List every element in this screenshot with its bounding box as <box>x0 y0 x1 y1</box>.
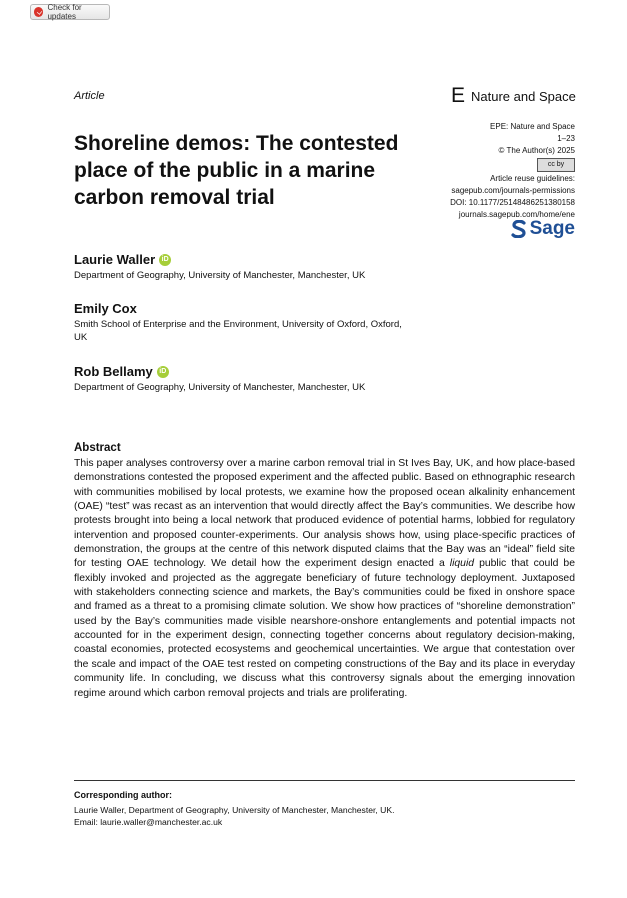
author-name: Rob Bellamy <box>74 364 153 379</box>
article-metadata <box>405 121 575 221</box>
abstract-emphasis: liquid <box>449 558 475 570</box>
copyright: © The Author(s) 2025 <box>498 146 575 155</box>
footnote-divider <box>74 780 575 781</box>
abstract-heading: Abstract <box>74 442 121 454</box>
article-title: Shoreline demos: The contested place of the public in a marine carbon removal trial <box>74 132 399 209</box>
journal-logo-icon: E <box>451 84 466 107</box>
author-2 <box>74 301 137 316</box>
reuse-label: Article reuse guidelines: <box>490 174 575 183</box>
author-2-affiliation: Smith School of Enterprise and the Environment, University of Oxford, Oxford, UK <box>74 319 402 343</box>
author-name: Emily Cox <box>74 301 137 316</box>
abstract-text-2: public that could be flexibly invoked and projected as the aggregate beneficiary of future technology deployment. Juxtaposed with stakeholders connecting science and markets, the Bay’s communities could be fixed in onshore space and framed as a threat to a promising climate solution. We show how practices of “shoreline demonstration” used by the Bay’s communities made visible nearshore-onshore entanglements and potential impacts not accounted for in the experiment design, connecting together concerns about regulatory decision-making, coastal economies, protected ecosystems and geochemical uncertainties. We argue that contestation over the scale and impact of the OAE test rested on competing constructions of the Bay and its place in everyday community life. In concluding, we discuss what this controversy signals about the emerging innovation regime around which carbon removal projects and trials are proliferating. <box>74 558 575 699</box>
abstract-body <box>74 457 575 701</box>
author-1-affiliation: Department of Geography, University of Manchester, Manchester, UK <box>74 270 366 281</box>
corresponding-author-email[interactable]: Email: laurie.waller@manchester.ac.uk <box>74 817 223 827</box>
publisher-name: Sage <box>529 218 575 239</box>
abstract-text-1: This paper analyses controversy over a marine carbon removal trial in St Ives Bay, UK, and how place-based demonstrations contested the proposed experiment and the affected public. Based on ethnographic research with communities mobilised by local protests, we examine how the proposed ocean alkalinity enhancement (OAE) “test” was recast as an intervention that would directly affect the Bay’s communities. We describe how protests brought into being a local network that produced evidence of potential harms, lobbied for regulatory intervention and proposed counter-experiments. Our analysis shows how, using place-specific practices of demonstration, the groups at the centre of this network disputed claims that the Bay was an “ideal” field site for testing OAE technology. We detail how the experiment design enacted a <box>74 458 575 570</box>
corresponding-author-heading: Corresponding author: <box>74 790 172 800</box>
author-1 <box>74 252 171 267</box>
journal-home-link[interactable]: journals.sagepub.com/home/ene <box>458 210 575 219</box>
publisher-logo <box>511 218 575 240</box>
orcid-icon[interactable]: iD <box>157 366 169 378</box>
author-name: Laurie Waller <box>74 252 156 267</box>
badge-label: Check for updates <box>47 3 82 21</box>
orcid-icon[interactable]: iD <box>159 254 171 266</box>
journal-name: Nature and Space <box>471 88 576 104</box>
check-updates-icon <box>34 7 43 17</box>
sage-logo-icon <box>511 220 527 238</box>
cc-license-icon: cc by <box>537 158 575 172</box>
check-for-updates-badge[interactable] <box>30 4 110 20</box>
reuse-link[interactable]: sagepub.com/journals-permissions <box>451 186 575 195</box>
corresponding-author-line: Laurie Waller, Department of Geography, University of Manchester, Manchester, UK. <box>74 805 395 815</box>
author-3-affiliation: Department of Geography, University of Manchester, Manchester, UK <box>74 382 366 393</box>
author-3 <box>74 364 169 379</box>
doi[interactable]: DOI: 10.1177/25148486251380158 <box>450 198 575 207</box>
article-type: Article <box>74 90 105 102</box>
journal-header <box>451 86 576 106</box>
journal-short: EPE: Nature and Space <box>490 122 575 131</box>
corresponding-author-details <box>74 804 395 828</box>
page-range: 1–23 <box>557 134 575 143</box>
